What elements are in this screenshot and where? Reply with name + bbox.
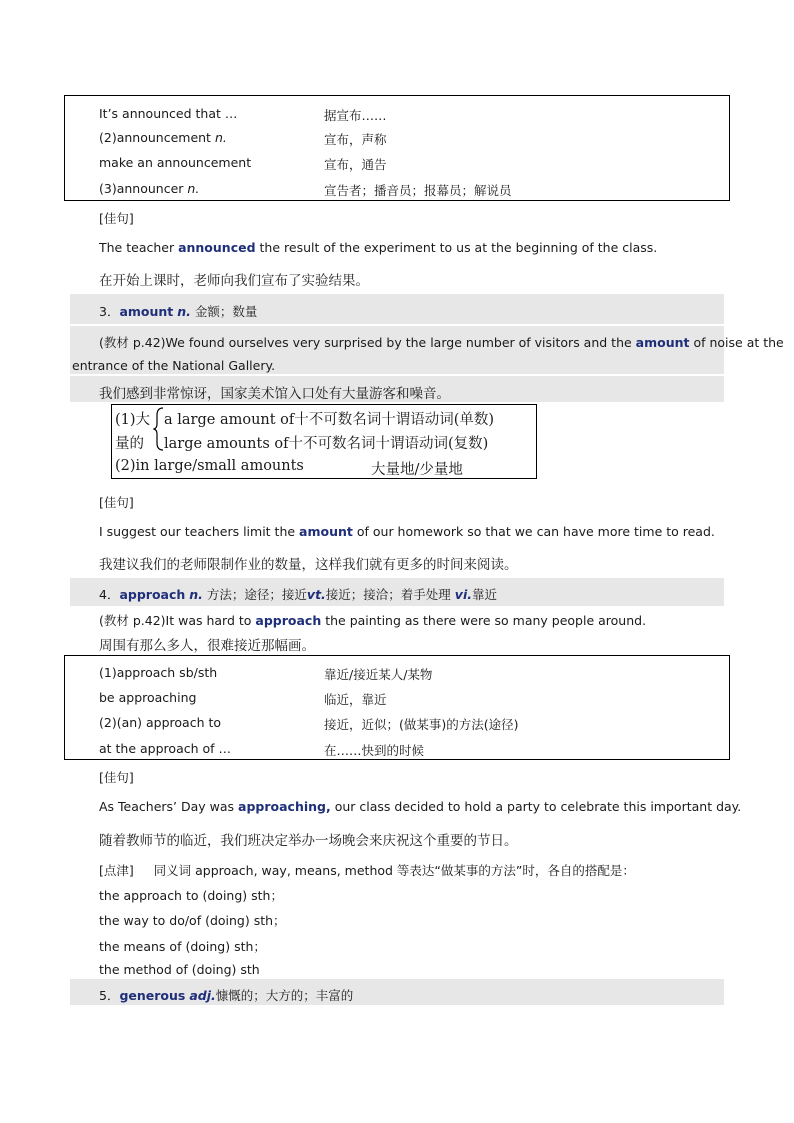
usage-label: 量的	[115, 436, 144, 452]
example-translation: 随着教师节的临近，我们班决定举办一场晚会来庆祝这个重要的节日。	[99, 833, 518, 849]
table-cell: 宣告者；播音员；报幕员；解说员	[324, 183, 512, 198]
source-sentence-cont: entrance of the National Gallery.	[72, 358, 276, 373]
example-sentence: As Teachers’ Day was approaching, our class decided to hold a party to celebrate this important day.	[99, 799, 742, 814]
table-cell: 宣布，通告	[324, 157, 387, 172]
table-cell: make an announcement	[99, 155, 252, 170]
usage-label: (1)大	[115, 412, 151, 428]
source-translation: 周围有那么多人，很难接近那幅画。	[99, 638, 315, 654]
usage-option: a large amount of十不可数名词十谓语动词(单数)	[164, 412, 495, 428]
section-tag: [佳句]	[99, 495, 134, 510]
word-heading: 4．approach n. 方法；途径；接近vt.接近；接洽；着手处理 vi.靠近	[99, 587, 497, 602]
example-translation: 在开始上课时，老师向我们宣布了实验结果。	[99, 273, 369, 289]
usage-phrase-zh: 大量地/少量地	[371, 462, 463, 478]
example-sentence: The teacher announced the result of the experiment to us at the beginning of the class.	[99, 240, 658, 255]
table-cell: (2)announcement n.	[99, 130, 227, 145]
table-cell: (1)approach sb/sth	[99, 665, 218, 680]
source-translation: 我们感到非常惊讶，国家美术馆入口处有大量游客和噪音。	[99, 386, 450, 402]
table-cell: 据宣布……	[324, 108, 387, 123]
table-cell: 宣布，声称	[324, 132, 387, 147]
example-translation: 我建议我们的老师限制作业的数量，这样我们就有更多的时间来阅读。	[99, 557, 518, 573]
table-cell: at the approach of …	[99, 741, 232, 756]
section-tag: [佳句]	[99, 211, 134, 226]
word-heading: 5．generous adj.慷慨的；大方的；丰富的	[99, 988, 354, 1003]
table-cell: (2)(an) approach to	[99, 715, 222, 730]
table-cell: 临近，靠近	[324, 692, 387, 707]
usage-option: large amounts of十不可数名词十谓语动词(复数)	[164, 436, 489, 452]
note-line: the means of (doing) sth；	[99, 939, 266, 954]
usage-phrase: (2)in large/small amounts	[115, 458, 304, 474]
table-cell: 靠近/接近某人/某物	[324, 667, 433, 682]
note-line: the method of (doing) sth	[99, 962, 260, 977]
table-cell: be approaching	[99, 690, 197, 705]
table-cell: 在……快到的时候	[324, 743, 425, 758]
example-sentence: I suggest our teachers limit the amount of our homework so that we can have more time to read.	[99, 524, 715, 539]
usage-note: [点津] 同义词 approach, way, means, method 等表达“做某事的方法”时，各自的搭配是：	[99, 863, 635, 878]
table-cell: 接近，近似；(做某事)的方法(途径)	[324, 717, 519, 732]
source-sentence: (教材 p.42)It was hard to approach the painting as there were so many people around.	[99, 613, 647, 628]
word-heading: 3．amount n. 金额；数量	[99, 304, 258, 319]
source-sentence: (教材 p.42)We found ourselves very surprised by the large number of visitors and the amount of noise at the	[99, 335, 784, 350]
section-tag: [佳句]	[99, 770, 134, 785]
note-line: the approach to (doing) sth；	[99, 888, 283, 903]
table-cell: It’s announced that …	[99, 106, 238, 121]
table-cell: (3)announcer n.	[99, 181, 200, 196]
note-line: the way to do/of (doing) sth；	[99, 913, 286, 928]
